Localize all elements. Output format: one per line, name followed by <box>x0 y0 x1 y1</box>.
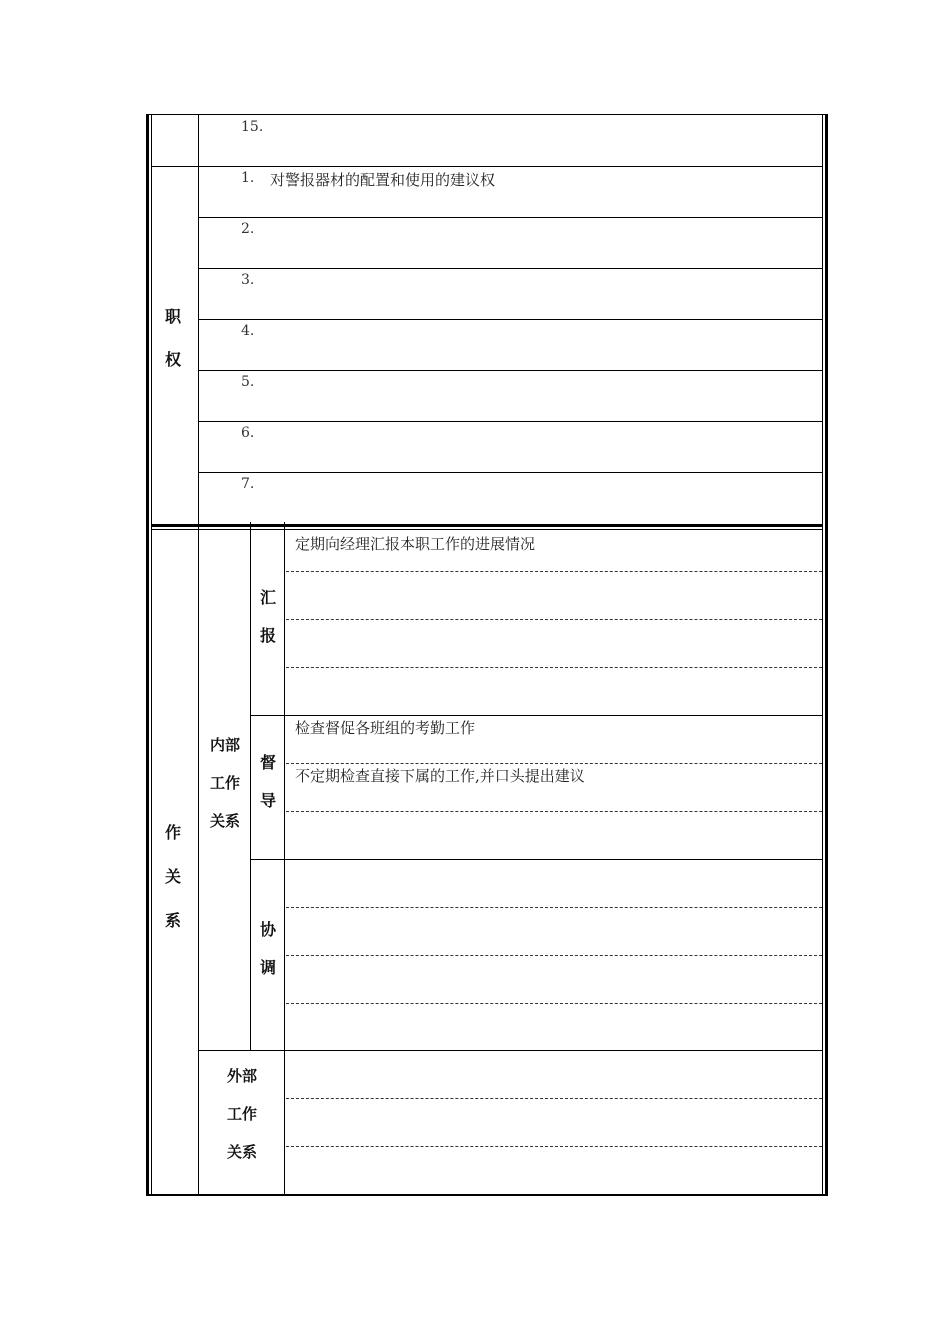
authority-item-number: 3. <box>241 272 255 288</box>
dashed-row-divider <box>286 667 822 668</box>
authority-item-number: 7. <box>241 476 255 492</box>
internal-label-divider <box>250 522 251 1050</box>
group-divider <box>251 715 823 716</box>
dashed-row-divider <box>286 1146 822 1147</box>
section-divider-thin <box>151 529 823 530</box>
row-divider <box>199 421 823 422</box>
row-divider <box>199 217 823 218</box>
work-relations-label-char-1: 作 <box>164 823 181 842</box>
outer-left-border-thick <box>146 114 149 1196</box>
group-divider <box>251 859 823 860</box>
authority-label-char-1: 职 <box>164 307 181 326</box>
work-relations-label-char-3: 系 <box>164 911 181 930</box>
report-label-char-2: 报 <box>259 626 276 645</box>
external-label-line-1: 外部 <box>226 1067 257 1085</box>
dashed-row-divider <box>286 571 822 572</box>
authority-label-char-2: 权 <box>164 350 181 369</box>
dashed-row-divider <box>286 811 822 812</box>
dashed-row-divider <box>286 955 822 956</box>
outer-right-border-thin <box>822 114 823 1196</box>
coordinate-label-char-2: 调 <box>259 958 276 977</box>
row-divider <box>199 472 823 473</box>
supervise-row-text: 检查督促各班组的考勤工作 <box>295 719 476 737</box>
dashed-row-divider <box>286 619 822 620</box>
item-number-15: 15. <box>241 119 264 135</box>
table-top-border <box>146 114 828 115</box>
internal-label-line-1: 内部 <box>209 736 240 754</box>
authority-item-number: 5. <box>241 374 255 390</box>
report-row-text: 定期向经理汇报本职工作的进展情况 <box>295 535 536 553</box>
section-divider-thick <box>151 524 823 527</box>
authority-item-number: 4. <box>241 323 255 339</box>
group-divider <box>199 1050 823 1051</box>
external-label-line-3: 关系 <box>226 1143 257 1161</box>
row-divider <box>199 370 823 371</box>
coordinate-label-char-1: 协 <box>259 920 276 939</box>
authority-item-number: 6. <box>241 425 255 441</box>
supervise-row-text: 不定期检查直接下属的工作,并口头提出建议 <box>295 767 585 785</box>
dashed-row-divider <box>286 763 822 764</box>
dashed-row-divider <box>286 907 822 908</box>
internal-label-line-2: 工作 <box>209 774 240 792</box>
row-divider <box>199 319 823 320</box>
outer-right-border-thick <box>825 114 828 1196</box>
outer-left-border-thin <box>151 114 152 1196</box>
row-divider <box>151 166 823 167</box>
dashed-row-divider <box>286 1098 822 1099</box>
work-relations-label-char-2: 关 <box>164 867 181 886</box>
supervise-label-char-1: 督 <box>259 753 276 772</box>
report-label-char-1: 汇 <box>259 588 276 607</box>
authority-item-number: 1. <box>241 170 255 186</box>
row-divider <box>199 268 823 269</box>
external-label-line-2: 工作 <box>226 1105 257 1123</box>
dashed-row-divider <box>286 1003 822 1004</box>
label-column-divider <box>198 114 199 1196</box>
supervise-label-char-2: 导 <box>259 791 276 810</box>
authority-item-text: 对警报器材的配置和使用的建议权 <box>270 171 496 189</box>
authority-item-number: 2. <box>241 221 255 237</box>
table-bottom-border <box>146 1194 828 1196</box>
internal-label-line-3: 关系 <box>209 812 240 830</box>
